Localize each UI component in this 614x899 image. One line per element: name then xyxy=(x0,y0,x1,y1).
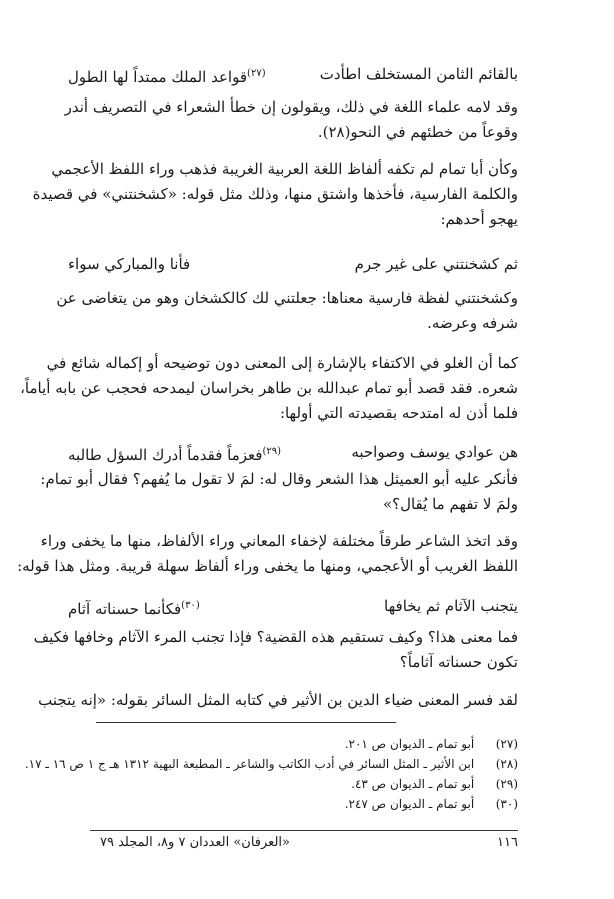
paragraph-1-line-2: وقوعاً من خطئهم في النحو(٢٨). xyxy=(317,123,518,141)
paragraph-6-line-2: اللفظ الغريب أو الأعجمي، ومنها ما يخفى وراء ألفاظ سهلة قريبة. ومثل هذا قوله: xyxy=(17,557,518,575)
footnote-29 xyxy=(68,774,518,794)
paragraph-5-line-1: فأنكر عليه أبو العميثل هذا الشعر وقال له: لمَ لا تقول ما يُفهم؟ فقال أبو تمام: xyxy=(40,470,518,488)
paragraph-2-line-1: وكأن أبا تمام لم تكفه ألفاظ اللغة العربية الغريبة فذهب وراء اللفظ الأعجمي xyxy=(51,160,518,178)
verse-1-second-hemistich: $^{(٢٧)}$قواعد الملك ممتداً لها الطول xyxy=(68,68,266,86)
verse-3 xyxy=(68,440,518,464)
paragraph-4-line-2: شعره. فقد قصد أبو تمام عبدالله بن طاهر بخراسان ليمدحه فحجب عن بابه أياماً، xyxy=(20,379,518,397)
paragraph-7-line-1: فما معنى هذا؟ وكيف تستقيم هذه القضية؟ فإذا تجنب المرء الآثام وخافها فكيف xyxy=(33,628,518,646)
footnote-27 xyxy=(68,734,518,754)
footnote-30-text: أبو تمام ـ الديوان ص ٢٤٧. xyxy=(344,797,475,811)
verse-1 xyxy=(68,62,518,86)
paragraph-3-line-2: شرفه وعرضه. xyxy=(427,314,518,332)
page-number: ١١٦ xyxy=(497,835,518,850)
footnote-30 xyxy=(68,794,518,814)
paragraph-6-line-1: وقد اتخذ الشاعر طرقاً مختلفة لإخفاء المعاني وراء الألفاظ، منها ما يخفى وراء xyxy=(40,532,518,550)
paragraph-5-line-2: ولمَ لا تفهم ما يُقال؟» xyxy=(382,495,518,513)
verse-2-first-hemistich: ثم كشخنتني على غير جرم xyxy=(354,255,518,273)
verse-4 xyxy=(68,594,518,618)
verse-2-second-hemistich: فأنا والمباركي سواء xyxy=(68,255,191,273)
footnote-28-text: ابن الأثير ـ المثل السائر في أدب الكاتب والشاعر ـ المطبعة البهية ١٣١٢ هـ ج ١ ص ١٦ ـ ١٧. xyxy=(24,757,475,771)
footnote-27-number: (٢٧) xyxy=(495,737,518,751)
verse-3-note: (٢٩) xyxy=(262,446,282,457)
paragraph-4-line-3: فلما أذن له امتدحه بقصيدته التي أولها: xyxy=(279,404,518,422)
verse-1-note: (٢٧) xyxy=(247,68,266,79)
paragraph-2-line-3: يهجو أحدهم: xyxy=(440,210,518,228)
footnote-28 xyxy=(24,754,518,774)
paragraph-3-line-1: وكشخنتني لفظة فارسية معناها: جعلتني لك كالكشخان وهو من يتغاضى عن xyxy=(56,289,518,307)
footer-divider xyxy=(90,830,518,831)
paragraph-2-line-2: والكلمة الفارسية، فأخذها واشتق منها، وذلك مثل قوله: «كشخنتني» في قصيدة xyxy=(32,185,518,203)
footnote-29-number: (٢٩) xyxy=(495,777,518,791)
footnote-27-text: أبو تمام ـ الديوان ص ٢٠١. xyxy=(344,737,475,751)
footnote-divider xyxy=(96,722,396,723)
footnote-30-number: (٣٠) xyxy=(495,797,518,811)
journal-citation: «العرفان» العددان ٧ و٨، المجلد ٧٩ xyxy=(100,835,290,850)
verse-3-first-hemistich: هن عوادي يوسف وصواحبه xyxy=(351,443,518,461)
verse-2 xyxy=(68,252,518,276)
verse-4-note: (٣٠) xyxy=(181,600,200,611)
verse-3-second-hemistich: $^{(٢٩)}$فعزماً فقدماً أدرك السؤل طالبه xyxy=(68,446,282,464)
verse-1-first-hemistich: بالقائم الثامن المستخلف اطأدت xyxy=(319,65,518,83)
footnote-28-number: (٢٨) xyxy=(495,757,518,771)
footnote-29-text: أبو تمام ـ الديوان ص ٤٣. xyxy=(351,777,475,791)
verse-4-second-hemistich: $^{(٣٠)}$فكأنما حسناته آثام xyxy=(68,600,200,618)
paragraph-1-line-1: وقد لامه علماء اللغة في ذلك، ويقولون إن خطأ الشعراء في التصريف أندر xyxy=(64,98,518,116)
paragraph-7-line-2: تكون حسناته آثاماً؟ xyxy=(399,653,518,671)
paragraph-4-line-1: كما أن الغلو في الاكتفاء بالإشارة إلى المعنى دون توضيحه أو إكماله شائع في xyxy=(46,354,518,372)
paragraph-8-line-1: لقد فسر المعنى ضياء الدين بن الأثير في كتابه المثل السائر بقوله: «إنه يتجنب xyxy=(38,691,518,709)
verse-4-first-hemistich: يتجنب الآثام ثم يخافها xyxy=(384,597,518,615)
